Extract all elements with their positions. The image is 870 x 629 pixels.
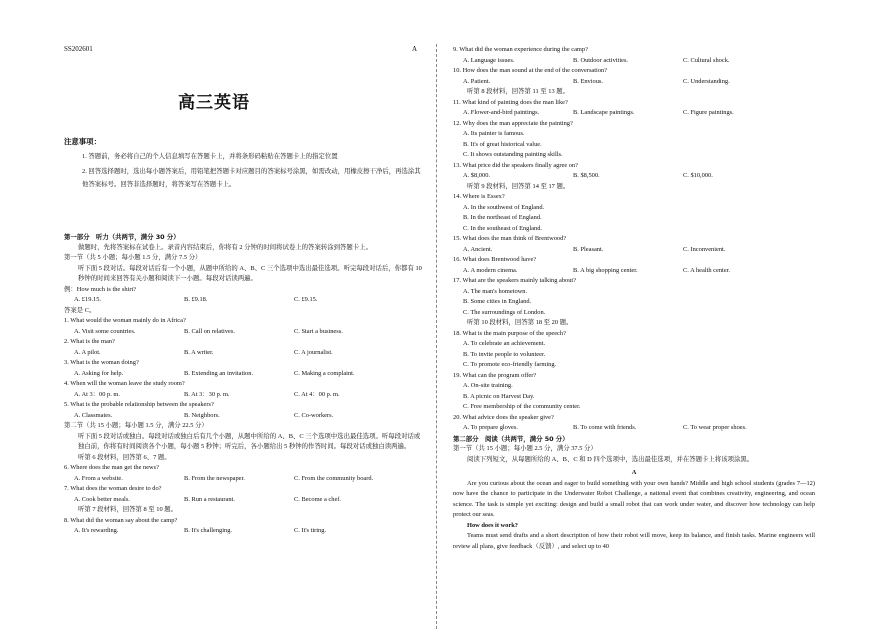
- option-c: C. Making a complaint.: [294, 369, 355, 377]
- option-a: A. Ancient.: [463, 245, 493, 253]
- question-text: 8. What did the woman say about the camp?: [64, 516, 178, 524]
- option-b: B. Extending an invitation.: [184, 369, 254, 377]
- option-b: B. Landscape paintings.: [573, 109, 635, 116]
- option-c: C. Co-workers.: [294, 411, 334, 419]
- notice-item-2: 2. 回答选择题时，选出每小题答案后，用铅笔把答题卡对应题目的答案标号涂黑，如需改动，用橡皮擦干净后，再选涂其他答案标号。回答非选择题时，将答案写在答题卡上。: [82, 168, 421, 188]
- option-c: C. Understanding.: [683, 77, 730, 85]
- option-b: B. $8,500.: [573, 172, 600, 179]
- question-text: 20. What advice does the speaker give?: [453, 413, 554, 421]
- part1-intro: 做题时，先将答案标在试卷上。录音内容结束后，你将有 2 分钟的时间将试卷上的答案转涂到答题卡上。: [78, 243, 372, 251]
- material-8: 听第 8 段材料，回答第 11 至 13 题。: [467, 88, 570, 95]
- option-a: A. It's rewarding.: [74, 527, 119, 534]
- question-text: 6. Where does the man get the news?: [64, 464, 159, 471]
- option-a: A. Language issues.: [463, 56, 515, 64]
- question-text: 4. When will the woman leave the study room?: [64, 380, 185, 387]
- question-text: 10. How does the man sound at the end of the conversation?: [453, 67, 608, 74]
- question-text: 1. What would the woman mainly do in Africa?: [64, 317, 186, 324]
- part1-heading: 第一部分 听力（共两节，满分 30 分）: [64, 233, 180, 241]
- option-b: B. Pleasant.: [573, 245, 604, 253]
- paper-version: A: [412, 45, 418, 53]
- option-a: A. In the southwest of England.: [463, 203, 545, 211]
- option-b: B. Neighbors.: [184, 411, 220, 419]
- option-c: C. Inconvenient.: [683, 245, 726, 253]
- option-c: C. To promote eco-friendly farming.: [463, 361, 557, 368]
- option-c: C. A journalist.: [294, 348, 333, 356]
- question-text: 13. What price did the speakers finally agree on?: [453, 161, 578, 169]
- example-question: 例：How much is the shirt?: [64, 285, 137, 293]
- passage-paragraph-1: Are you curious about the ocean and eager to build something with your own hands? Middle and high school students (grades 7—12) now have the chance to participate in the Underwater Robot Challenge, a national event that combines creativity, engineering, and ocean science. The task is simple yet exciting: design and build a small robot that can work under water, and discover how technology can help protect our seas.: [453, 479, 815, 518]
- option-c: C. At 4：00 p. m.: [294, 390, 340, 398]
- option-a: A. On-site training.: [463, 382, 513, 389]
- option-c: C. Start a business.: [294, 327, 343, 335]
- question-6: [64, 463, 426, 484]
- passage-subheading: How does it work?: [467, 521, 518, 529]
- question-text: 9. What did the woman experience during the camp?: [453, 46, 588, 53]
- question-9: [453, 45, 815, 66]
- question-1: [64, 316, 426, 337]
- part2-sec1-heading: 第一节（共 15 小题；每小题 2.5 分，满分 37.5 分）: [453, 445, 597, 452]
- option-c: C. Figure paintings.: [683, 109, 734, 116]
- option-b: B. At 3：30 p. m.: [184, 390, 230, 398]
- question-text: 14. Where is Essex?: [453, 193, 505, 200]
- sec1-directions: 听下面 5 段对话。每段对话后有一个小题，从题中所给的 A、B、C 三个选项中选出最佳选项。听完每段对话后，你都有 10 秒钟的时间来回答有关小题和阅读下一小题。每段对话读两遍。: [78, 264, 422, 282]
- exam-code: SS202601: [64, 45, 93, 53]
- option-b: B. A writer.: [184, 348, 214, 356]
- option-c: C. The surroundings of London.: [463, 308, 546, 316]
- question-16: [453, 255, 815, 276]
- question-text: 11. What kind of painting does the man like?: [453, 98, 568, 106]
- option-a: A. Visit some countries.: [74, 327, 136, 335]
- part1: [64, 232, 426, 537]
- option-a: A. To prepare gloves.: [463, 424, 518, 431]
- option-a: A. $8,000.: [463, 172, 490, 179]
- option-a: A. From a website.: [74, 474, 123, 482]
- question-14: [453, 192, 815, 234]
- question-text: 2. What is the man?: [64, 338, 115, 345]
- option-c: C. Free membership of the community center.: [463, 403, 581, 410]
- question-11: [453, 98, 815, 119]
- notice-item-1: 1. 答题前，务必将自己的个人信息填写在答题卡上，并将条形码粘贴在答题卡上的指定位置: [82, 152, 338, 160]
- sec2-directions: 听下面 5 段对话或独白。每段对话或独白后有几个小题，从题中所给的 A、B、C 三个选项中选出最佳选项。听每段对话或独白前，你将有时间阅读各个小题，每小题 5 秒钟；听完后，各小题给出 5 秒钟的作答时间。每段对话或独白读两遍。: [78, 432, 421, 450]
- option-b: B. It's of great historical value.: [463, 140, 542, 148]
- passage-paragraph-2: Teams must send drafts and a short description of how their robot will move, keep its balance, and finish tasks. Marine engineers will review all plans, give feedback（反馈）, and select up to 40: [453, 532, 815, 550]
- question-2: [64, 337, 426, 358]
- sec1-heading: 第一节（共 5 小题；每小题 1.5 分，满分 7.5 分）: [64, 254, 202, 261]
- question-15: [453, 234, 815, 255]
- part2-sec1-directions: 阅读下列短文，从每题所给的 A、B、C 和 D 四个选项中，选出最佳选项，并在答题卡上将该项涂黑。: [467, 455, 754, 463]
- option-b: B. A big shopping center.: [573, 266, 638, 274]
- question-text: 5. What is the probable relationship between the speakers?: [64, 401, 214, 408]
- material-10: 听第 10 段材料，回答第 18 至 20 题。: [467, 319, 573, 326]
- question-19: [453, 371, 815, 413]
- question-13: [453, 161, 815, 182]
- question-7: [64, 484, 426, 505]
- option-c: C. It shows outstanding painting skills.: [463, 151, 563, 158]
- option-b: B. Envious.: [573, 77, 604, 85]
- option-b: B. Some cities in England.: [463, 298, 532, 305]
- question-5: [64, 400, 426, 421]
- example-option-c: C. £9.15.: [294, 296, 318, 303]
- notice: [64, 137, 426, 191]
- question-8: [64, 516, 426, 537]
- option-b: B. A picnic on Harvest Day.: [463, 392, 535, 400]
- question-text: 12. Why does the man appreciate the painting?: [453, 119, 573, 127]
- question-18: [453, 329, 815, 371]
- material-9: 听第 9 段材料，回答第 14 至 17 题。: [467, 182, 570, 190]
- option-c: C. $10,000.: [683, 172, 713, 179]
- option-a: A. At 3：00 p. m.: [74, 390, 120, 398]
- option-a: A. Its painter is famous.: [463, 130, 525, 137]
- question-12: [453, 119, 815, 161]
- option-b: B. To invite people to volunteer.: [463, 350, 546, 358]
- option-b: B. It's challenging.: [184, 527, 233, 534]
- example-answer: 答案是 C。: [64, 306, 96, 314]
- question-text: 7. What does the woman desire to do?: [64, 485, 162, 492]
- page-title: 高三英语: [178, 93, 250, 113]
- option-a: A. The man's hometown.: [463, 287, 528, 295]
- option-c: C. Become a chef.: [294, 495, 342, 503]
- question-3: [64, 358, 426, 379]
- part2-heading: 第二部分 阅读（共两节，满分 50 分）: [453, 434, 569, 443]
- option-a: A. Asking for help.: [74, 369, 124, 377]
- option-a: A. Patient.: [463, 77, 491, 85]
- option-a: A. To celebrate an achievement.: [463, 340, 546, 347]
- question-20: [453, 413, 815, 434]
- material-7: 听第 7 段材料，回答第 8 至 10 题。: [78, 506, 178, 513]
- example-options: [64, 295, 426, 306]
- question-text: 15. What does the man think of Brentwood?: [453, 235, 567, 242]
- example-option-a: A. £19.15.: [74, 296, 101, 303]
- passage-label: A: [631, 469, 637, 476]
- notice-heading: 注意事项：: [64, 137, 101, 146]
- option-c: C. Cultural shock.: [683, 56, 730, 64]
- option-c: C. In the southeast of England.: [463, 224, 542, 232]
- example-option-b: B. £9.18.: [184, 296, 208, 303]
- option-c: C. A health center.: [683, 266, 731, 274]
- question-text: 19. What can the program offer?: [453, 371, 537, 379]
- material-6: 听第 6 段材料，回答第 6、7 题。: [78, 453, 171, 461]
- option-b: B. Run a restaurant.: [184, 495, 235, 503]
- option-b: B. Call on relatives.: [184, 327, 235, 335]
- question-17: [453, 276, 815, 318]
- option-c: C. From the community board.: [294, 474, 374, 482]
- column-divider: [436, 44, 437, 629]
- question-text: 3. What is the woman doing?: [64, 359, 139, 366]
- option-a: A. A modern cinema.: [463, 266, 518, 274]
- option-b: B. Outdoor activities.: [573, 56, 629, 64]
- sec2-heading: 第二节（共 15 小题；每小题 1.5 分，满分 22.5 分）: [64, 422, 208, 429]
- question-4: [64, 379, 426, 400]
- question-10: [453, 66, 815, 87]
- option-a: A. Cook better meals.: [74, 495, 130, 503]
- option-b: B. In the northeast of England.: [463, 214, 542, 221]
- question-text: 18. What is the main purpose of the speech?: [453, 329, 566, 337]
- option-a: A. A pilot.: [74, 348, 101, 356]
- right-questions: [453, 45, 815, 552]
- option-c: C. It's tiring.: [294, 527, 327, 534]
- option-c: C. To wear proper shoes.: [683, 424, 747, 431]
- option-a: A. Classmates.: [74, 411, 113, 419]
- question-text: 17. What are the speakers mainly talking about?: [453, 277, 577, 284]
- option-a: A. Flower-and-bird paintings.: [463, 109, 540, 116]
- option-b: B. From the newspaper.: [184, 474, 245, 482]
- option-b: B. To come with friends.: [573, 424, 637, 431]
- question-text: 16. What does Brentwood have?: [453, 256, 537, 263]
